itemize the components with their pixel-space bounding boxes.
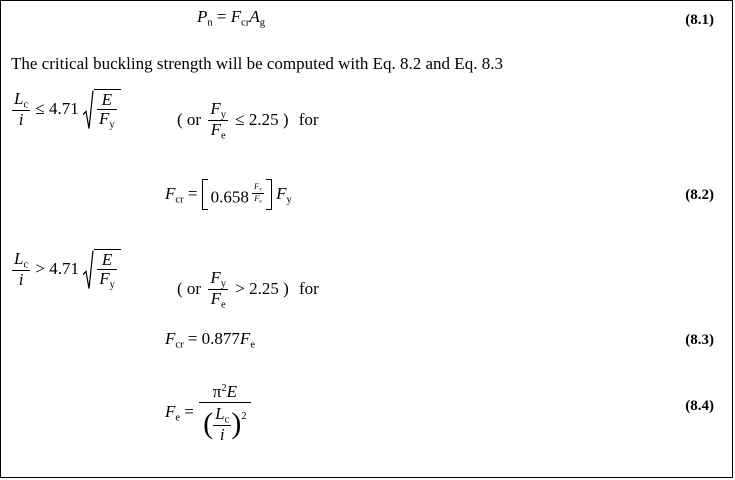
symbol-F: F [165, 183, 176, 203]
word-or: or [186, 278, 202, 298]
subscript-y: y [286, 193, 292, 205]
subscript-e: e [259, 198, 262, 205]
symbol-E: E [101, 90, 113, 109]
symbol-F: F [230, 7, 242, 26]
symbol-i: i [18, 110, 24, 130]
value-0-877: 0.877 [201, 329, 240, 348]
subscript-y: y [220, 278, 226, 290]
condition-83-alternate [177, 269, 319, 311]
equation-number-8-4: (8.4) [685, 398, 714, 414]
symbol-A: A [249, 7, 260, 26]
operator-gt: > [35, 258, 45, 278]
paren-right: ) [231, 407, 242, 441]
fraction-Lc-over-i [12, 250, 30, 289]
symbol-F: F [99, 108, 110, 128]
symbol-i: i [18, 270, 24, 290]
equation-number-8-1: (8.1) [685, 12, 714, 28]
symbol-P: P [197, 7, 208, 26]
fraction-Lc-over-i [12, 90, 30, 129]
value-2-25: 2.25 [248, 109, 279, 129]
operator-gt: > [235, 278, 245, 298]
subscript-c: c [23, 259, 29, 271]
operator-le: ≤ [235, 109, 245, 129]
equation-8-4 [165, 383, 252, 444]
value-4-71: 4.71 [49, 258, 79, 278]
close-paren: ) [283, 278, 289, 298]
subscript-y: y [220, 109, 226, 121]
value-0-658: 0.658 [210, 187, 249, 207]
sqrt-E-over-Fy [83, 89, 121, 130]
fraction-Fy-over-Fe [208, 269, 228, 311]
equation-8-2 [165, 179, 292, 210]
fraction-pi2E-over-Lc-i-squared [199, 383, 250, 444]
exponent-2: 2 [241, 410, 247, 422]
symbol-F: F [165, 402, 176, 422]
condition-82-alternate [177, 100, 319, 142]
bracket-group [202, 179, 272, 210]
symbol-F: F [239, 329, 251, 348]
open-paren: ( [177, 109, 183, 129]
equation-8-1 [197, 7, 265, 28]
exponent-fraction-Fy-over-Fe [252, 182, 264, 205]
equation-number-8-2: (8.2) [685, 187, 714, 203]
symbol-F: F [254, 193, 260, 204]
symbol-F: F [210, 268, 221, 287]
subscript-cr: cr [175, 339, 184, 351]
word-for: for [298, 109, 319, 129]
operator-equals: = [187, 329, 198, 348]
symbol-F: F [210, 120, 222, 140]
value-2-25: 2.25 [249, 278, 279, 298]
value-4-71: 4.71 [49, 98, 79, 118]
equation-number-8-3: (8.3) [685, 332, 714, 348]
condition-slenderness-le [11, 89, 121, 130]
symbol-F: F [254, 181, 260, 191]
radical-sign-icon [83, 249, 94, 290]
subscript-cr: cr [241, 17, 250, 29]
subscript-e: e [175, 412, 181, 424]
close-paren: ) [282, 109, 289, 129]
symbol-F: F [99, 268, 110, 288]
operator-equals: = [184, 402, 194, 422]
parenthesized-group [203, 405, 241, 444]
fraction-Lc-over-i [213, 405, 231, 444]
operator-equals: = [187, 183, 198, 203]
word-for: for [299, 278, 319, 298]
sqrt-E-over-Fy [83, 249, 121, 290]
fraction-E-over-Fy [97, 91, 117, 130]
operator-equals: = [216, 7, 227, 26]
symbol-pi: π [212, 382, 222, 401]
fraction-E-over-Fy [97, 251, 117, 290]
symbol-i: i [219, 425, 225, 445]
subscript-n: n [207, 17, 213, 29]
subscript-cr: cr [175, 193, 184, 205]
subscript-e: e [221, 299, 226, 311]
operator-le: ≤ [35, 98, 45, 118]
subscript-y: y [109, 119, 115, 131]
symbol-L: L [14, 89, 24, 108]
subscript-c: c [224, 414, 230, 426]
body-text: The critical buckling strength will be computed with Eq. 8.2 and Eq. 8.3 [11, 54, 503, 73]
paren-left: ( [203, 407, 214, 441]
open-paren: ( [177, 278, 183, 298]
subscript-e: e [250, 339, 255, 351]
fraction-Fy-over-Fe [208, 100, 228, 142]
symbol-F: F [210, 289, 222, 309]
symbol-F: F [165, 329, 176, 348]
radical-sign-icon [83, 89, 94, 130]
symbol-F: F [210, 99, 221, 118]
subscript-y: y [109, 279, 115, 291]
subscript-e: e [221, 130, 226, 142]
subscript-c: c [23, 99, 29, 111]
subscript-g: g [259, 17, 265, 29]
symbol-L: L [14, 249, 24, 268]
condition-slenderness-gt [11, 249, 121, 290]
symbol-E: E [101, 250, 113, 269]
symbol-L: L [215, 403, 225, 423]
equation-8-3 [165, 329, 255, 350]
symbol-E: E [226, 382, 237, 401]
subscript-y: y [259, 186, 262, 193]
word-or: or [186, 109, 202, 129]
exponent-2: 2 [221, 383, 227, 395]
symbol-F: F [276, 183, 287, 203]
